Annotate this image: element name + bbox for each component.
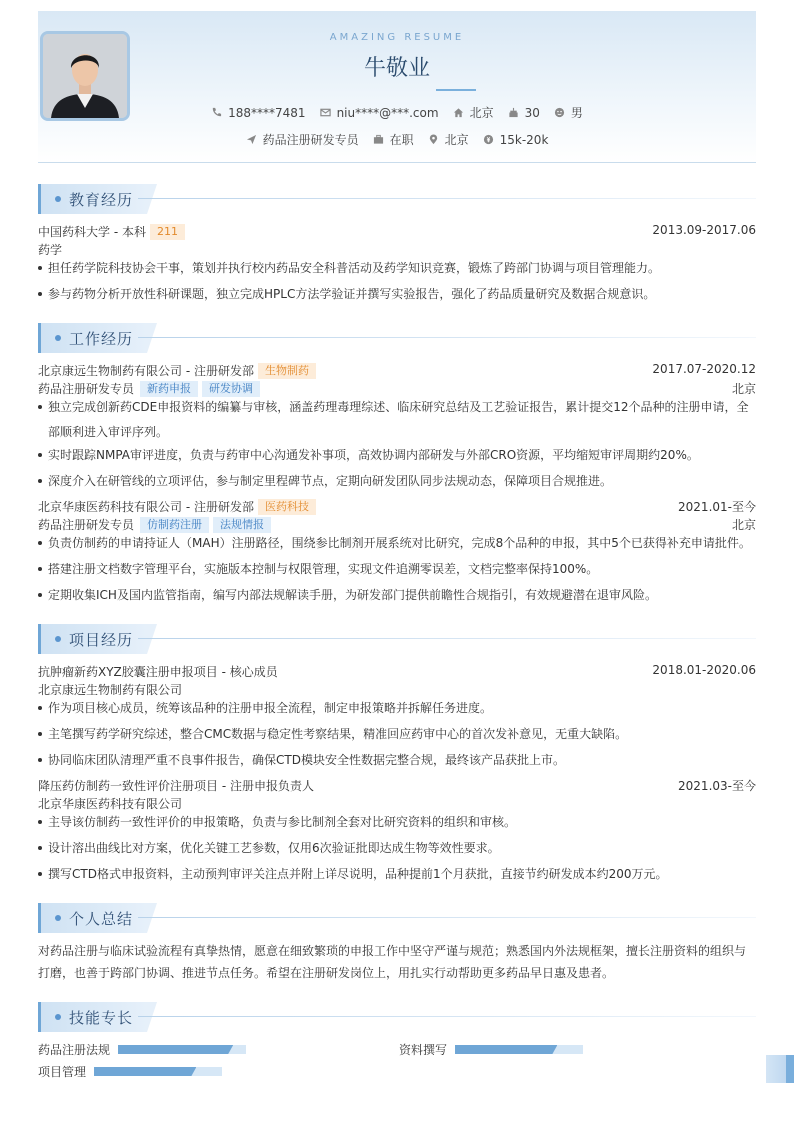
status-item: [373, 131, 414, 148]
briefcase-icon: [373, 134, 384, 145]
skill-level-bar: [94, 1067, 222, 1076]
mail-icon: [320, 107, 331, 118]
skill-name: 药品注册法规: [38, 1043, 111, 1057]
education-entry: [38, 223, 756, 240]
project-company: 北京华康医药科技有限公司: [38, 797, 183, 811]
position-item: [246, 131, 359, 148]
location-pin-icon: [428, 134, 439, 145]
projects-section-header: [38, 624, 756, 654]
decorative-corner: [766, 1055, 794, 1083]
email-text: niu****@***.com: [336, 105, 439, 120]
work-entry: [38, 362, 756, 379]
skill-item: [38, 1063, 222, 1080]
project-company: 北京康远生物制药有限公司: [38, 683, 183, 697]
work-role: [38, 380, 756, 397]
skill-level-fill: [94, 1067, 196, 1076]
candidate-name: 牛敬业: [363, 56, 430, 81]
school-tag: 211: [150, 224, 185, 240]
list-item: 作为项目核心成员，统筹该品种的注册申报全流程，制定申报策略并拆解任务进度。: [38, 698, 756, 719]
list-item: 定期收集ICH及国内监管指南，编写内部法规解读手册，为研发部门提供前瞻性合规指引，有效规避潜在退审风险。: [38, 585, 756, 606]
list-item: 参与药物分析开放性科研课题，独立完成HPLC方法学验证并撰写实验报告，强化了药品质量研究及数据合规意识。: [38, 284, 756, 305]
section-title: 个人总结: [38, 903, 147, 933]
gender-text: 男: [570, 106, 583, 120]
job-title: 药品注册研发专员: [38, 382, 135, 396]
project-entry: [38, 663, 756, 680]
email-item: [320, 104, 439, 121]
send-icon: [246, 134, 257, 145]
contact-row: [38, 104, 756, 121]
skill-item: [399, 1041, 583, 1058]
skill-level-fill: [118, 1045, 233, 1054]
list-item-continued: 部顺利进入审评序列。: [48, 425, 169, 439]
skill-level-fill: [455, 1045, 557, 1054]
list-item: 协同临床团队清理严重不良事件报告，确保CTD模块安全性数据完整合规，最终该产品获批上市。: [38, 750, 756, 771]
company-name: 北京康远生物制药有限公司 - 注册研发部: [38, 364, 254, 378]
list-item: 深度介入在研管线的立项评估，参与制定里程碑节点，定期向研发团队同步法规动态，保障项目合规推进。: [38, 471, 756, 492]
resume-subtitle: AMAZING RESUME: [329, 32, 465, 43]
list-item: 实时跟踪NMPA审评进度，负责与药审中心沟通发补事项，高效协调内部研发与外部CRO资源，平均缩短审评周期约20%。: [38, 445, 756, 466]
skill-tag: 法规情报: [213, 517, 271, 533]
project-name: 降压药仿制药一致性评价注册项目 - 注册申报负责人: [38, 779, 314, 793]
phone-item: [211, 104, 305, 121]
skills-section-header: [38, 1002, 756, 1032]
education-section-header: [38, 184, 756, 214]
work-entry: [38, 498, 756, 515]
city-item: [453, 104, 494, 121]
project-name: 抗肿瘤新药XYZ胶囊注册申报项目 - 核心成员: [38, 665, 278, 679]
expected-city-text: 北京: [444, 133, 469, 147]
expected-city-item: [428, 131, 469, 148]
work-date: 2017.07-2020.12: [652, 362, 756, 376]
age-item: [508, 104, 540, 121]
salary-item: [483, 131, 549, 148]
skill-name: 资料撰写: [399, 1043, 448, 1057]
work-city: 北京: [731, 382, 756, 396]
section-title: 技能专长: [38, 1002, 147, 1032]
skill-tag: 仿制药注册: [140, 517, 209, 533]
work-section-header: [38, 323, 756, 353]
section-title: 教育经历: [38, 184, 147, 214]
list-item: 担任药学院科技协会干事，策划并执行校内药品安全科普活动及药学知识竞赛，锻炼了跨部门协调与项目管理能力。: [38, 258, 756, 279]
age-text: 30: [524, 105, 540, 120]
skill-item: [38, 1041, 246, 1058]
section-title: 工作经历: [38, 323, 147, 353]
job-title: 药品注册研发专员: [38, 518, 135, 532]
name-underline: [436, 89, 476, 91]
phone-icon: [211, 107, 222, 118]
list-item: 撰写CTD格式申报资料，主动预判审评关注点并附上详尽说明，品种提前1个月获批，直接节约研发成本约200万元。: [38, 864, 756, 885]
skill-name: 项目管理: [38, 1065, 87, 1079]
face-icon: [554, 107, 565, 118]
industry-tag: 医药科技: [258, 499, 316, 515]
skill-tag: 研发协调: [202, 381, 260, 397]
city-text: 北京: [469, 106, 494, 120]
skill-level-bar: [118, 1045, 246, 1054]
work-city: 北京: [731, 518, 756, 532]
work-role: [38, 516, 756, 533]
home-icon: [453, 107, 464, 118]
list-item: 搭建注册文档数字管理平台，实施版本控制与权限管理，实现文件追溯零误差，文档完整率保持100%。: [38, 559, 756, 580]
major-name: 药学: [38, 243, 63, 257]
industry-tag: 生物制药: [258, 363, 316, 379]
section-title: 项目经历: [38, 624, 147, 654]
skill-level-bar: [455, 1045, 583, 1054]
position-text: 药品注册研发专员: [262, 133, 359, 147]
list-item: 负责仿制药的申请持证人（MAH）注册路径，围绕参比制剂开展系统对比研究，完成8个品种的申报，其中5个已获得补充申请批件。: [38, 533, 756, 554]
work-date: 2021.01-至今: [678, 500, 756, 514]
cake-icon: [508, 107, 519, 118]
list-item: 设计溶出曲线比对方案，优化关键工艺参数，仅用6次验证批即达成生物等效性要求。: [38, 838, 756, 859]
company-name: 北京华康医药科技有限公司 - 注册研发部: [38, 500, 254, 514]
summary-line: 打磨，也善于跨部门协调、推进节点任务。希望在注册研发岗位上，用扎实行动帮助更多药品早日惠及患者。: [38, 966, 615, 980]
gender-item: [554, 104, 583, 121]
project-entry: [38, 777, 756, 794]
school-name: 中国药科大学 - 本科: [38, 225, 146, 239]
skill-tag: 新药申报: [140, 381, 198, 397]
list-item: 独立完成创新药CDE申报资料的编纂与审核，涵盖药理毒理综述、临床研究总结及工艺验证报告，累计提交12个品种的注册申请，全: [38, 397, 756, 418]
summary-section-header: [38, 903, 756, 933]
money-icon: [483, 134, 494, 145]
education-date: 2013.09-2017.06: [652, 223, 756, 237]
list-item: 主导该仿制药一致性评价的申报策略，负责与参比制剂全套对比研究资料的组织和审核。: [38, 812, 756, 833]
list-item: 主笔撰写药学研究综述，整合CMC数据与稳定性考察结果，精准回应药审中心的首次发补意见，无重大缺陷。: [38, 724, 756, 745]
project-date: 2018.01-2020.06: [652, 663, 756, 677]
resume-header: [38, 11, 756, 163]
job-intent-row: [38, 131, 756, 148]
status-text: 在职: [389, 133, 414, 147]
summary-line: 对药品注册与临床试验流程有真挚热情，愿意在细致繁琐的申报工作中坚守严谨与规范；熟悉国内外法规框架，擅长注册资料的组织与: [38, 944, 747, 958]
phone-text: 188****7481: [228, 105, 306, 120]
project-date: 2021.03-至今: [678, 779, 756, 793]
salary-text: 15k-20k: [499, 132, 549, 147]
